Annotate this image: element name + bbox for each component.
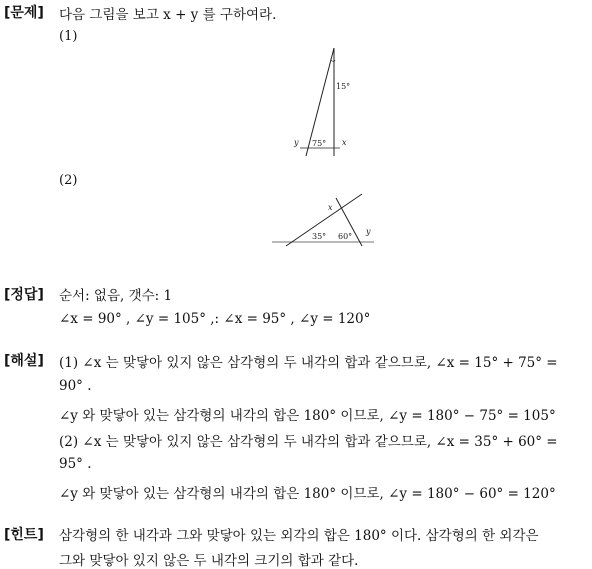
problem-tag: [문제] (4, 5, 44, 21)
solution-line-4: (2) ∠x 는 맞닿아 있지 않은 삼각형의 두 내각의 합과 같으므로, ∠x = 35° + 60° = (59, 434, 558, 450)
solution-line-5: 95° . (59, 456, 92, 472)
answer-order: 순서: 없음, 갯수: 1 (59, 288, 173, 304)
solution-line-3: ∠y 와 맞닿아 있는 삼각형의 내각의 합은 180° 이므로, ∠y = 180° − 75° = 105° (59, 408, 556, 424)
fig2-angle-right: 60° (338, 232, 353, 241)
fig2-angle-left: 35° (312, 232, 327, 241)
fig1-angle-top: 15° (336, 82, 351, 91)
answer-tag: [정답] (4, 287, 44, 303)
hint-line-1: 삼각형의 한 내각과 그와 맞닿아 있는 외각의 합은 180° 이다. 삼각형의 한 외각은 (59, 528, 539, 544)
hint-line-2: 그와 맞닿아 있지 않은 두 내각의 크기의 합과 같다. (59, 553, 359, 569)
fig2-label-x: x (328, 203, 333, 212)
solution-line-2: 90° . (59, 378, 92, 394)
fig1-label-y: y (294, 138, 299, 147)
figure-1 (290, 44, 360, 160)
fig1-angle-bottom: 75° (312, 139, 327, 148)
solution-line-1: (1) ∠x 는 맞닿아 있지 않은 삼각형의 두 내각의 합과 같으므로, ∠x = 15° + 75° = (59, 355, 558, 371)
answer-text: ∠x = 90° , ∠y = 105° ,: ∠x = 95° , ∠y = 120° (59, 311, 371, 327)
fig2-label-y: y (366, 227, 371, 236)
part2-label: (2) (59, 173, 78, 188)
solution-line-6: ∠y 와 맞닿아 있는 삼각형의 내각의 합은 180° 이므로, ∠y = 180° − 60° = 120° (59, 486, 556, 502)
solution-tag: [해설] (4, 353, 44, 369)
hint-tag: [힌트] (4, 527, 44, 543)
fig1-label-x: x (342, 138, 347, 147)
problem-prompt: 다음 그림을 보고 x + y 를 구하여라. (59, 7, 277, 23)
figure-2 (270, 190, 380, 248)
part1-label: (1) (59, 29, 78, 44)
